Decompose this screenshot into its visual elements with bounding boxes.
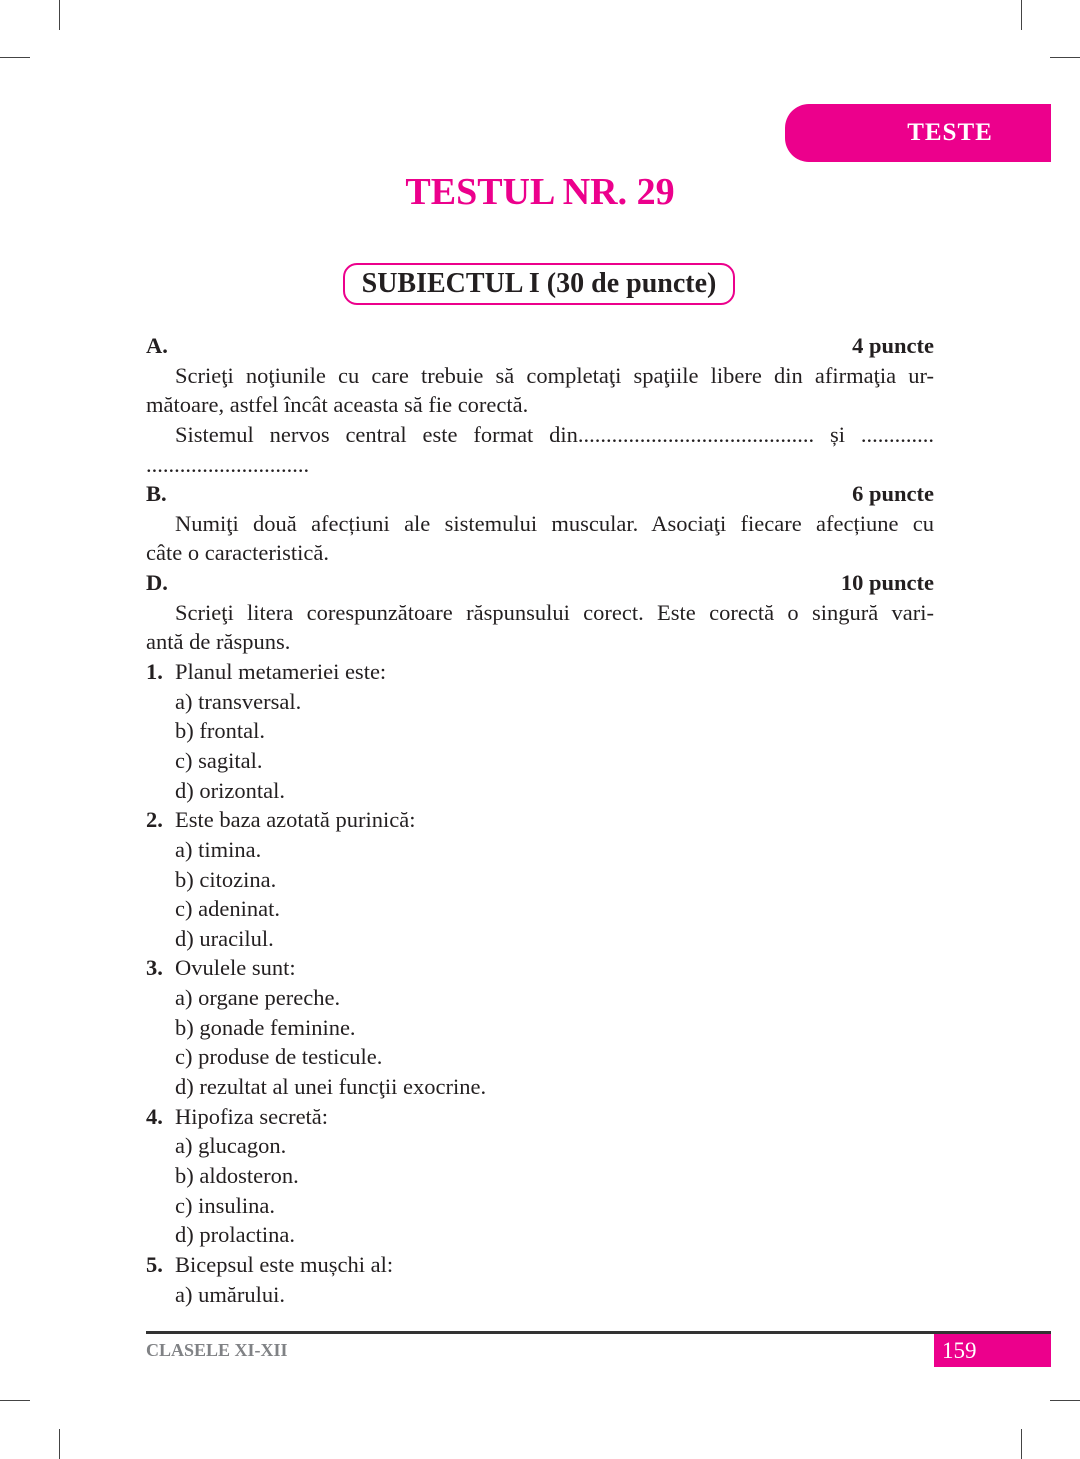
paragraph-line: ............................. [146, 451, 310, 477]
crop-mark [59, 0, 60, 30]
section-a-header [146, 331, 934, 361]
crop-mark [1050, 1400, 1080, 1401]
question-text: Bicepsul este mușchi al: [175, 1251, 394, 1277]
paragraph-line: Numiţi două afecțiuni ale sistemului muscular. Asociaţi fiecare afecțiune cu [175, 510, 934, 536]
question-text: Hipofiza secretă: [175, 1103, 329, 1129]
answer-option: c) sagital. [175, 747, 263, 773]
question [146, 1250, 934, 1280]
section-letter: B. [146, 481, 167, 507]
paragraph-line: Scrieţi litera corespunzătoare răspunsului corect. Este corectă o singură vari- [175, 599, 934, 625]
question-text: Este baza azotată purinică: [175, 807, 416, 833]
question-number: 1. [146, 659, 163, 685]
page-title: TESTUL NR. 29 [405, 171, 675, 213]
answer-option: c) adeninat. [175, 896, 280, 922]
section-points: 4 puncte [852, 333, 934, 358]
answer-option: c) produse de testicule. [175, 1044, 383, 1070]
paragraph-line: Scrieţi noţiunile cu care trebuie să completaţi spaţiile libere din afirmaţia ur- [175, 362, 934, 388]
answer-option: a) transversal. [175, 688, 302, 714]
crop-mark [1021, 0, 1022, 30]
question [146, 953, 934, 983]
answer-option: b) gonade feminine. [175, 1014, 356, 1040]
section-d-header [146, 568, 934, 598]
question [146, 805, 934, 835]
paragraph-line: mătoare, astfel încât aceasta să fie corectă. [146, 392, 529, 418]
answer-option: b) frontal. [175, 718, 265, 744]
question-number: 5. [146, 1251, 163, 1277]
subject-heading: SUBIECTUL I (30 de puncte) [343, 263, 735, 305]
question-text: Ovulele sunt: [175, 955, 296, 981]
footer-label: CLASELE XI-XII [146, 1340, 288, 1360]
answer-option: d) prolactina. [175, 1222, 295, 1248]
question-number: 4. [146, 1103, 163, 1129]
section-tab: TESTE [785, 104, 1051, 162]
crop-mark [0, 57, 30, 58]
section-points: 10 puncte [840, 570, 934, 596]
answer-option: d) orizontal. [175, 777, 285, 803]
page-number: 159 [934, 1334, 1051, 1367]
question-list [146, 657, 934, 1309]
paragraph-line: antă de răspuns. [146, 629, 291, 655]
answer-option: c) insulina. [175, 1192, 275, 1218]
question [146, 1102, 934, 1132]
paragraph-line: câte o caracteristică. [146, 540, 329, 566]
crop-mark [59, 1429, 60, 1459]
footer-divider [146, 1331, 1051, 1334]
test-body [146, 331, 934, 1309]
crop-mark [1021, 1429, 1022, 1459]
answer-option: d) rezultat al unei funcţii exocrine. [175, 1074, 487, 1100]
section-b-header [146, 479, 934, 509]
answer-option: d) uracilul. [175, 925, 274, 951]
question-number: 2. [146, 807, 163, 833]
answer-option: a) umărului. [175, 1281, 285, 1307]
question [146, 657, 934, 687]
answer-option: a) timina. [175, 836, 262, 862]
paragraph-line: Sistemul nervos central este format din.......................................... și ............. [175, 421, 934, 447]
question-number: 3. [146, 955, 163, 981]
answer-option: b) citozina. [175, 866, 277, 892]
crop-mark [0, 1400, 30, 1401]
question-text: Planul metameriei este: [175, 659, 387, 685]
section-points: 6 puncte [852, 481, 934, 507]
answer-option: a) organe pereche. [175, 985, 341, 1011]
answer-option: a) glucagon. [175, 1133, 287, 1159]
section-letter: A. [146, 333, 168, 358]
crop-mark [1050, 57, 1080, 58]
section-letter: D. [146, 570, 168, 596]
answer-option: b) aldosteron. [175, 1162, 299, 1188]
